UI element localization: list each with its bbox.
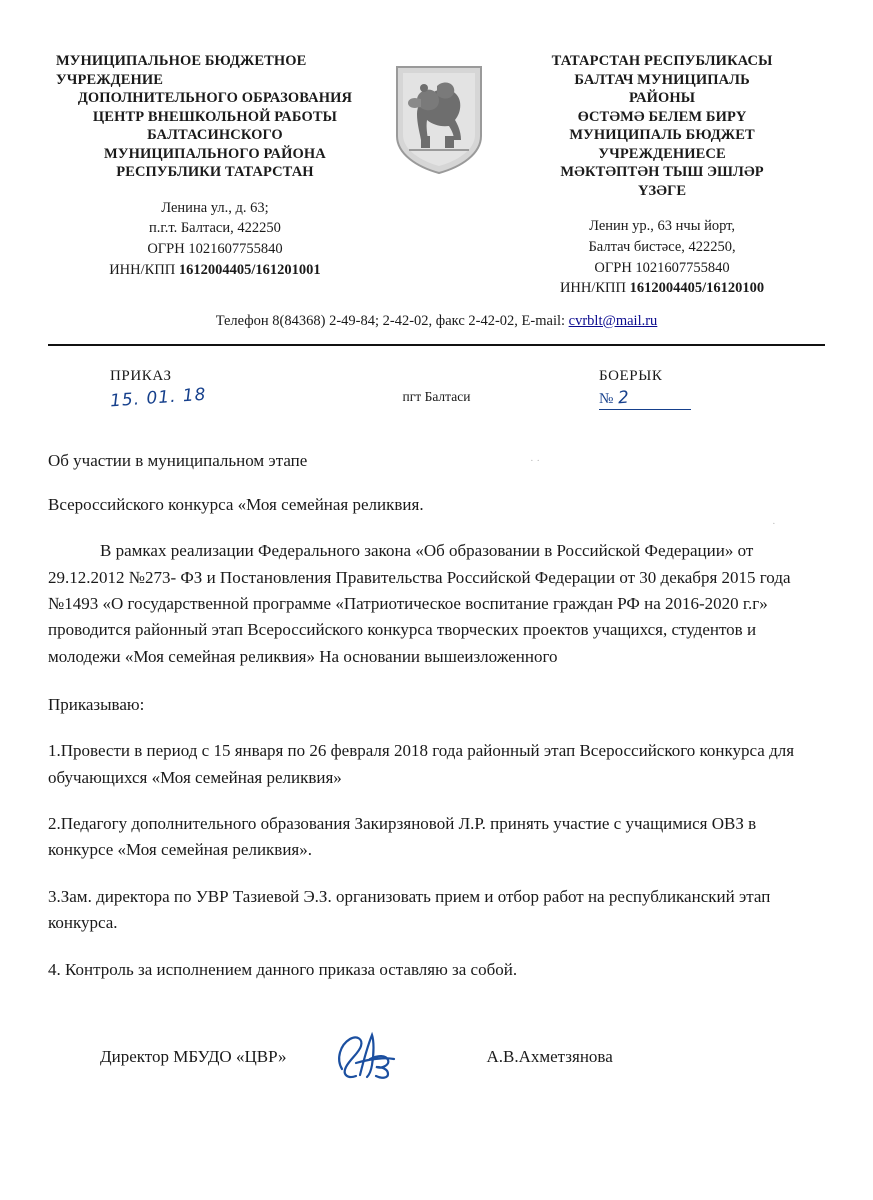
inn-kpp-value: 1612004405/161201001 — [178, 261, 321, 278]
address-line: ОГРН 1021607755840 — [147, 240, 283, 257]
org-line: БАЛТАЧ МУНИЦИПАЛЬ — [574, 71, 750, 88]
org-line: МӘКТӘПТӘН ТЫШ ЭШЛӘР — [560, 164, 764, 181]
address-line: Ленина ул., д. 63; — [161, 199, 269, 216]
scan-artifact: · — [772, 518, 776, 530]
emblem-container — [380, 52, 497, 176]
org-line: ҮЗӘГЕ — [637, 182, 687, 199]
org-name-tatar — [503, 52, 821, 200]
order-item: 4. Контроль за исполнением данного приказа оставляю за собой. — [48, 959, 518, 979]
phone-text: Телефон 8(84368) 2-49-84; 2-42-02, факс 2-42-02, E-mail: — [215, 312, 569, 329]
org-line: МУНИЦИПАЛЬ БЮДЖЕТ — [569, 127, 755, 144]
letterhead-right — [503, 52, 825, 299]
scan-artifact: · · — [530, 455, 541, 467]
org-line: УЧРЕЖДЕНИЕ — [56, 71, 164, 88]
signatory-title: Директор МБУДО «ЦВР» — [100, 1046, 287, 1066]
order-header — [48, 368, 825, 422]
org-line: ДОПОЛНИТЕЛЬНОГО ОБРАЗОВАНИЯ — [77, 90, 353, 107]
order-label-russian: ПРИКАЗ — [110, 367, 172, 384]
address-line: ОГРН 1021607755840 — [594, 259, 730, 276]
order-item: 3.Зам. директора по УВР Тазиевой Э.З. организовать прием и отбор работ на республиканский этап конкурса. — [48, 886, 771, 933]
org-line: ТАТАРСТАН РЕСПУБЛИКАСЫ — [551, 53, 773, 69]
email-link[interactable]: cvrblt@mail.ru — [568, 312, 658, 329]
order-number-prefix: № — [599, 390, 615, 407]
inn-kpp-line — [56, 260, 374, 281]
address-line: Ленин ур., 63 нчы йорт, — [589, 218, 736, 235]
order-number-handwritten: 2 — [617, 387, 631, 409]
order-date-handwritten: 15. 01. 18 — [109, 384, 208, 412]
org-name-russian — [56, 52, 374, 182]
org-line: РЕСПУБЛИКИ ТАТАРСТАН — [116, 164, 314, 181]
order-item: 1.Провести в период с 15 января по 26 февраля 2018 года районный этап Всероссийского конкурса для обучающихся «Моя семейная реликвия» — [48, 741, 795, 787]
order-label-russian-block — [48, 367, 298, 412]
org-address-russian — [56, 198, 374, 280]
address-line: п.г.т. Балтаси, 422250 — [149, 220, 281, 237]
subject-line-1: Об участии в муниципальном этапе — [48, 450, 308, 470]
letterhead — [48, 52, 825, 299]
org-line: ӨСТӘМӘ БЕЛЕМ БИРҮ — [577, 108, 747, 125]
org-line: УЧРЕЖДЕНИЕСЕ — [598, 145, 726, 162]
inn-kpp-value: 1612004405/16120100 — [629, 280, 765, 297]
document-body — [48, 448, 825, 983]
order-label-tatar-block — [575, 368, 825, 410]
inn-kpp-label: ИНН/КПП — [559, 280, 630, 297]
org-line: БАЛТАСИНСКОГО — [147, 127, 283, 144]
signatory-name: А.В.Ахметзянова — [486, 1046, 613, 1066]
inn-kpp-line — [503, 278, 821, 299]
order-keyword: Приказываю: — [48, 695, 145, 715]
org-line: МУНИЦИПАЛЬНОГО РАЙОНА — [104, 145, 326, 162]
subject-line-2: Всероссийского конкурса «Моя семейная реликвия. — [48, 495, 424, 515]
order-number-field — [599, 385, 691, 410]
order-item: 2.Педагогу дополнительного образования Закирзяновой Л.Р. принять участие с учащимися ОВЗ в конкурсе «Моя семейная реликвия». — [48, 814, 757, 860]
inn-kpp-label: ИНН/КПП — [109, 261, 179, 278]
preamble-paragraph: В рамках реализации Федерального закона «Об образовании в Российской Федерации» от 29.12.2012 №273- ФЗ и Постановления Правительства Российской Федерации от 30 декабря 2015 года №1493 «О государственной программе «Патриотическое воспитание граждан РФ на 2016-2020 г.г» проводится районный этап Всероссийского конкурса творческих проектов учащихся, студентов и молодежи «Моя семейная реликвия» На основании вышеизложенного — [48, 541, 791, 666]
org-line: ЦЕНТР ВНЕШКОЛЬНОЙ РАБОТЫ — [92, 108, 337, 125]
signature-icon — [326, 1029, 446, 1085]
order-city: пгт Балтаси — [402, 388, 471, 404]
header-divider — [48, 344, 825, 346]
org-line: РАЙОНЫ — [628, 90, 696, 107]
coat-of-arms-bear-emblem — [393, 64, 485, 176]
org-line: МУНИЦИПАЛЬНОЕ БЮДЖЕТНОЕ — [56, 53, 307, 69]
org-address-tatar — [503, 216, 821, 298]
contact-line — [48, 313, 825, 330]
address-line: Балтач бистәсе, 422250, — [588, 238, 736, 255]
order-label-tatar: БОЕРЫК — [599, 367, 663, 384]
handwritten-signature — [286, 1029, 486, 1085]
letterhead-left — [48, 52, 374, 280]
signature-block — [48, 1029, 825, 1085]
